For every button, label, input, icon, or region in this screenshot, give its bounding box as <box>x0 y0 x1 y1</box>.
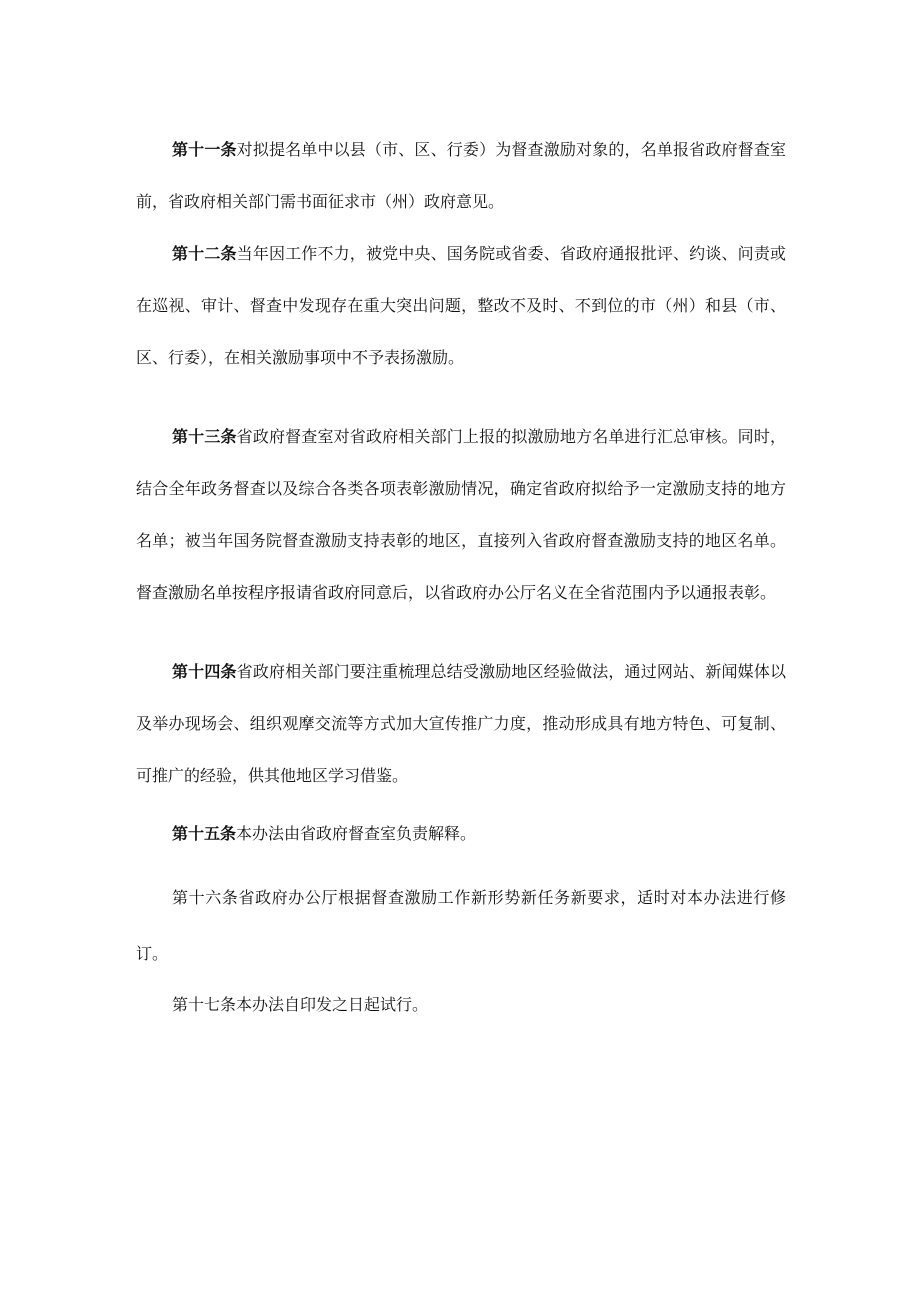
article-12-body: 当年因工作不力，被党中央、国务院或省委、省政府通报批评、约谈、问责或在巡视、审计、督查中发现存在重大突出问题，整改不及时、不到位的市（州）和县（市、区、行委），在相关激励事项中不予表扬激励。 <box>136 244 786 367</box>
article-16 <box>136 870 786 982</box>
article-16-body: 省政府办公厅根据督查激励工作新形势新任务新要求，适时对本办法进行修订。 <box>136 888 786 963</box>
article-15-title: 第十五条 <box>172 824 237 843</box>
article-13-body: 省政府督查室对省政府相关部门上报的拟激励地方名单进行汇总审核。同时，结合全年政务督查以及综合各类各项表彰激励情况，确定省政府拟给予一定激励支持的地方名单；被当年国务院督查激励支持表彰的地区，直接列入省政府督查激励支持的地区名单。督查激励名单按程序报请省政府同意后，以省政府办公厅名义在全省范围内予以通报表彰。 <box>136 427 786 602</box>
article-17-title: 第十七条 <box>172 995 237 1014</box>
article-13-title: 第十三条 <box>172 427 237 446</box>
article-17 <box>136 979 786 1031</box>
article-12-title: 第十二条 <box>172 244 237 263</box>
article-14-body: 省政府相关部门要注重梳理总结受激励地区经验做法，通过网站、新闻媒体以及举办现场会、组织观摩交流等方式加大宣传推广力度，推动形成具有地方特色、可复制、可推广的经验，供其他地区学习借鉴。 <box>136 662 786 785</box>
article-14-title: 第十四条 <box>172 662 237 681</box>
article-15-body: 本办法由省政府督查室负责解释。 <box>236 824 477 843</box>
article-16-title: 第十六条 <box>172 888 239 907</box>
article-12 <box>136 228 786 384</box>
article-17-body: 本办法自印发之日起试行。 <box>236 995 429 1014</box>
article-15 <box>136 808 786 860</box>
article-11-body: 对拟提名单中以县（市、区、行委）为督查激励对象的，名单报省政府督查室前，省政府相关部门需书面征求市（州）政府意见。 <box>136 140 786 211</box>
article-11-title: 第十一条 <box>172 140 237 159</box>
article-11 <box>136 124 786 228</box>
article-14 <box>136 646 786 802</box>
article-13 <box>136 411 786 619</box>
